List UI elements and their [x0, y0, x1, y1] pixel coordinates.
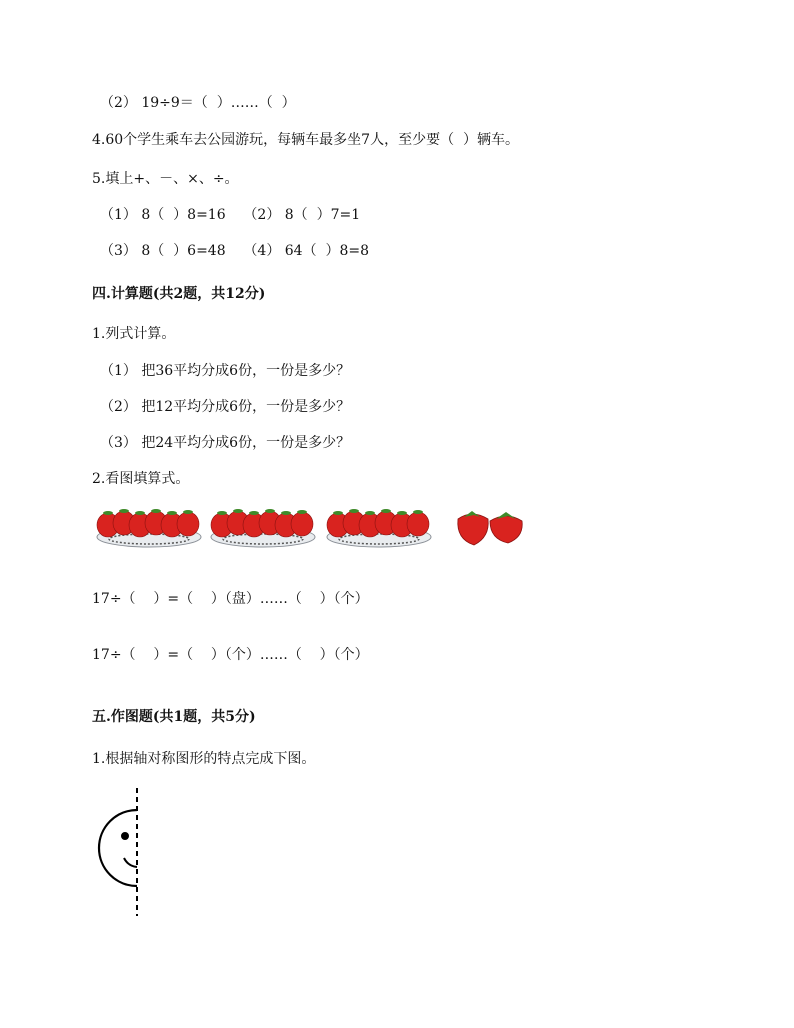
- s4-q1-item-1: （1） 把36平均分成6份，一份是多少？: [100, 363, 351, 379]
- half-face-outline: [99, 810, 137, 886]
- loose-strawberries: [452, 505, 528, 547]
- half-smiley-figure: [94, 788, 154, 918]
- s4-q1-item-3: （3） 把24平均分成6份，一份是多少？: [100, 435, 351, 451]
- s5-q1-title: 1.根据轴对称图形的特点完成下图。: [92, 751, 316, 767]
- q5-title: 5.填上+、－、×、÷。: [92, 171, 239, 187]
- eye: [121, 832, 129, 840]
- s4-q1-item-2: （2） 把12平均分成6份，一份是多少？: [100, 399, 351, 415]
- q5-row-1: （1） 8（ ）8=16 （2） 8（ ）7=1: [100, 207, 361, 223]
- strawberry-plate-2: [208, 503, 318, 549]
- q4-text: 4.60个学生乘车去公园游玩，每辆车最多坐7人，至少要（ ）辆车。: [92, 132, 519, 148]
- s4-q2-title: 2.看图填算式。: [92, 471, 190, 487]
- strawberry-plate-3: [324, 503, 434, 549]
- section-4-heading: 四.计算题(共2题，共12分): [92, 286, 266, 302]
- s4-q2-equation-1: 17÷（ ）=（ ）（盘）……（ ）（个）: [92, 591, 369, 607]
- q5-row-2: （3） 8（ ）6=48 （4） 64（ ）8=8: [100, 243, 370, 259]
- s4-q2-equation-2: 17÷（ ）=（ ）（个）……（ ）（个）: [92, 647, 369, 663]
- s4-q1-title: 1.列式计算。: [92, 326, 176, 342]
- q3-item-2: （2） 19÷9＝（ ）……（ ）: [100, 95, 296, 111]
- section-5-heading: 五.作图题(共1题，共5分): [92, 709, 256, 725]
- half-smile: [124, 858, 137, 867]
- strawberry-plate-1: [94, 503, 204, 549]
